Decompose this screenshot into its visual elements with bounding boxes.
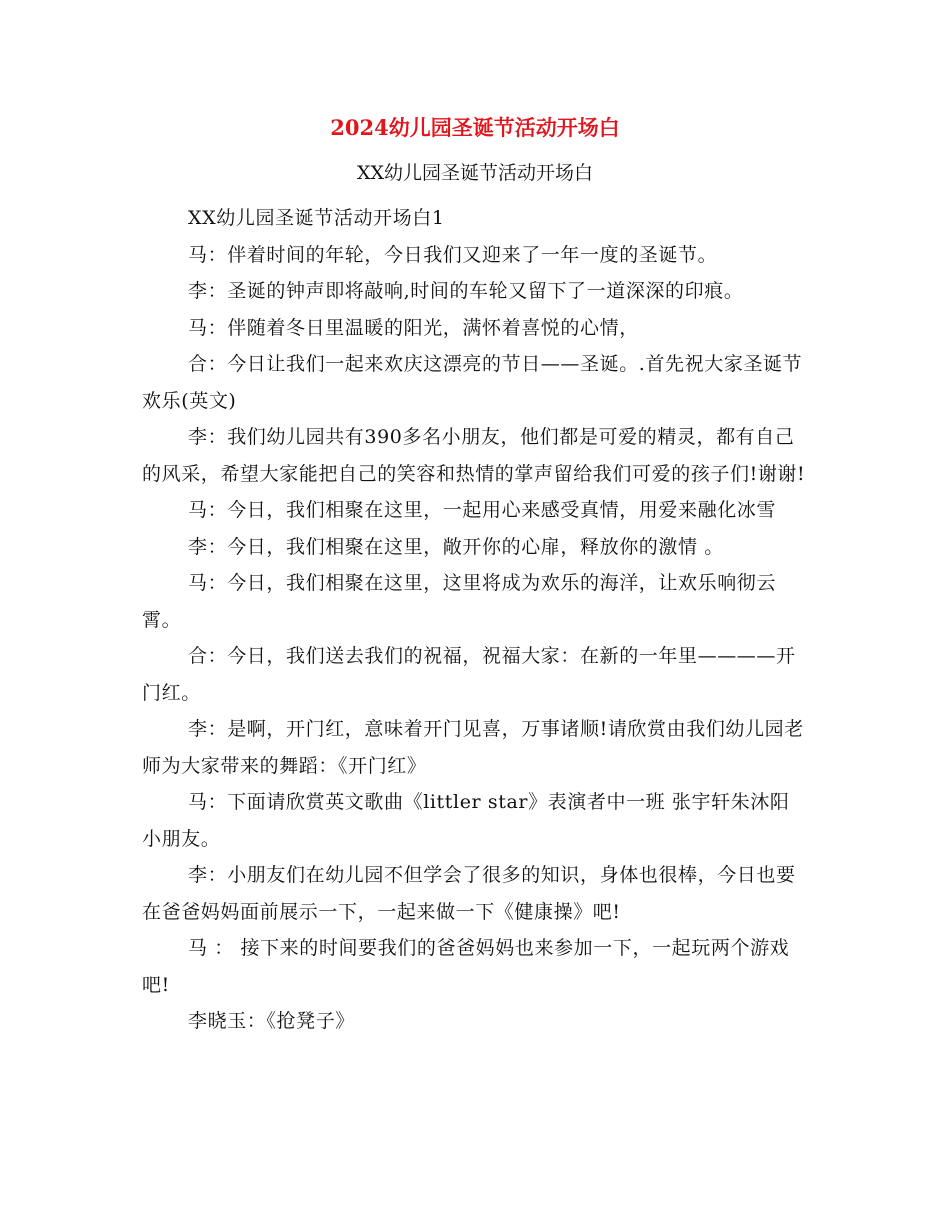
paragraph: 马：伴随着冬日里温暖的阳光，满怀着喜悦的心情， bbox=[188, 316, 639, 339]
paragraph: 马：今日，我们相聚在这里，一起用心来感受真情，用爱来融化冰雪 bbox=[188, 499, 777, 521]
document-body bbox=[142, 200, 808, 1040]
paragraph: XX幼儿园圣诞节活动开场白1 bbox=[188, 207, 445, 229]
paragraph: 马：今日，我们相聚在这里，这里将成为欢乐的海洋，让欢乐响彻云霄。 bbox=[142, 572, 777, 631]
paragraph: 马：伴着时间的年轮，今日我们又迎来了一年一度的圣诞节。 bbox=[188, 243, 718, 266]
paragraph: 马 ： 接下来的时间要我们的爸爸妈妈也来参加一下，一起玩两个游戏吧! bbox=[142, 937, 790, 996]
paragraph: 合：今日让我们一起来欢庆这漂亮的节日——圣诞。.首先祝大家圣诞节欢乐(英文) bbox=[142, 353, 803, 412]
paragraph: 李：今日，我们相聚在这里，敞开你的心扉，释放你的激情 。 bbox=[188, 535, 724, 558]
paragraph: 李晓玉：《抢凳子》 bbox=[188, 1010, 355, 1032]
document-subtitle: XX幼儿园圣诞节活动开场白 bbox=[356, 162, 594, 184]
paragraph: 李：是啊，开门红，意味着开门见喜，万事诸顺!请欣赏由我们幼儿园老师为大家带来的舞蹈：《开门红》 bbox=[142, 718, 804, 777]
paragraph: 合：今日，我们送去我们的祝福，祝福大家：在新的一年里————开门红。 bbox=[142, 645, 796, 704]
paragraph: 李：圣诞的钟声即将敲响,时间的车轮又留下了一道深深的印痕。 bbox=[188, 280, 744, 302]
document-title: 2024幼儿园圣诞节活动开场白 bbox=[330, 115, 620, 140]
paragraph: 李：小朋友们在幼儿园不但学会了很多的知识，身体也很棒，今日也要在爸爸妈妈面前展示一下，一起来做一下《健康操》吧! bbox=[142, 864, 796, 923]
paragraph: 马：下面请欣赏英文歌曲《littler star》表演者中一班 张宇轩朱沐阳小朋友。 bbox=[142, 791, 790, 850]
paragraph: 李：我们幼儿园共有390多名小朋友，他们都是可爱的精灵，都有自己的风采，希望大家能把自己的笑容和热情的掌声留给我们可爱的孩子们!谢谢! bbox=[142, 426, 806, 485]
